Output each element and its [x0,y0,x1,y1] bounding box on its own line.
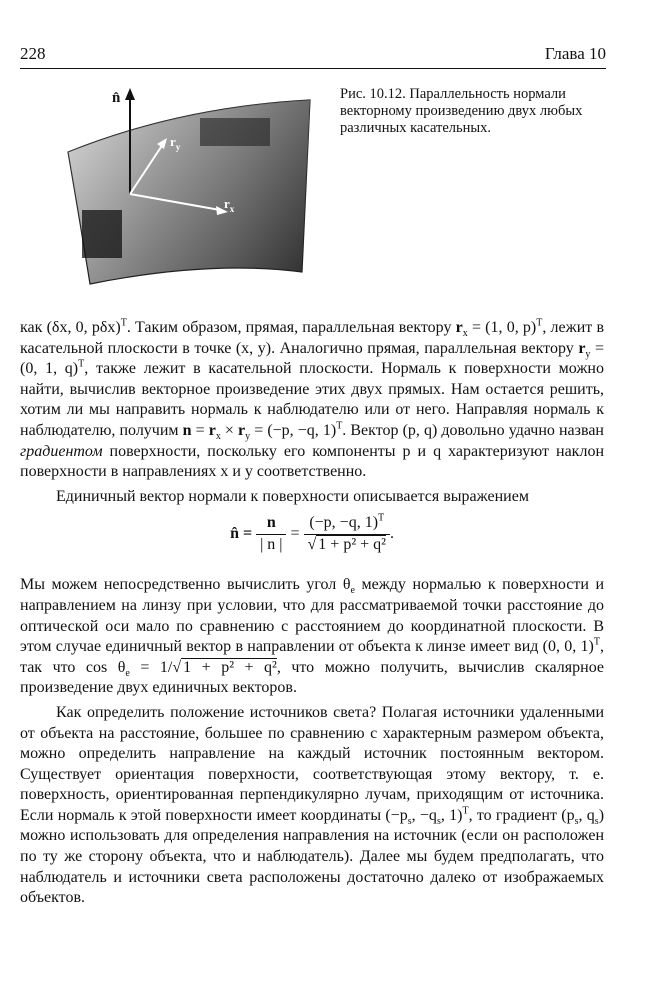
unit-normal-formula: n̂ = $\frac{n}{| n |}$ = $\frac{(-p, -q, 1)^T}{\text{√ 1 + p² + q²}}$ . [20,513,604,569]
figure-caption: Рис. 10.12. Параллельность нормали векторному произведению двух любых различных касательных. [340,86,583,136]
fraction-n-over-norm: $\frac{n}{| n |}$ [256,513,286,555]
fraction-unit-normal: $\frac{(-p, -q, 1)^T}{\text{√ 1 + p² + q²}}$ [304,513,390,555]
chapter-title: Глава 10 [544,44,606,63]
page-header [20,44,606,66]
paragraph-2: Единичный вектор нормали к поверхности описывается выражением [56,487,529,505]
tangent-plane-figure [60,82,330,292]
header-rule [20,68,606,69]
dark-patch-2 [200,118,270,146]
paragraph-1: как (δx, 0, pδx)$^T$. Таким образом, прямая, параллельная вектору $r_x = (1$, 0, p)$^T$, лежит в касательной плоскости в точке (x, y). Аналогично прямая, параллельная вектору $r_y = (0$, 1, q)$^T$, также лежит в касательной плоскости. Нормаль к поверхности можно найти, вычислив векторное произведение этих двух прямых. Нам остается решить, хотим ли мы направить нормаль к наблюдателю или от него. Направляя нормаль к наблюдателю, получим $n = r_x \times r_y = (-p$, −q, 1)$^T$. Вектор (p, q) довольно удачно назван градиентом поверхности, поскольку его компоненты p и q характеризуют наклон поверхности в направлениях x и y соответственно. [20,317,605,481]
paragraph-3: Мы можем непосредственно вычислить угол $\theta_e$ между нормалью к поверхности и направлением на линзу при условии, что для рассматриваемой точки расстояние до оптической оси мало по сравнению с расстоянием до координатной плоскости. В этом случае единичный вектор в направлении от объекта к линзе имеет вид (0, 0, 1)$^T$, так что $\cos \theta_e = 1/√$ 1 + p² + q², что можно получить, вычислив скалярное произведение двух единичных векторов. [20,576,605,697]
dark-patch [82,210,122,258]
page-number: 228 [20,44,46,63]
body-text [20,318,604,909]
label-ry: $r_y$ [170,134,181,152]
label-n-hat: n̂ [112,90,121,106]
label-rx: $r_x$ [224,196,235,214]
paragraph-4: Как определить положение источников света? Полагая источники удаленными от объекта на расстояние, большее по сравнению с характерным размером объекта, можно определить направление на каждый источник постоянным вектором. Существует ориентация поверхности, соответствующая этому вектору, т. е. поверхность, ориентированная перпендикулярно лучам, приходящим от источника. Если нормаль к этой поверхности имеет координаты ($-p_s$, $-q_s$, 1)$^T$, то градиент ($p_s$, $q_s$) можно использовать для определения направления на источник (если он расположен по ту же сторону объекта, что и наблюдатель). Далее мы будем предполагать, что наблюдатель и источники света расположены достаточно далеко от изображаемых объектов. [20,703,605,907]
